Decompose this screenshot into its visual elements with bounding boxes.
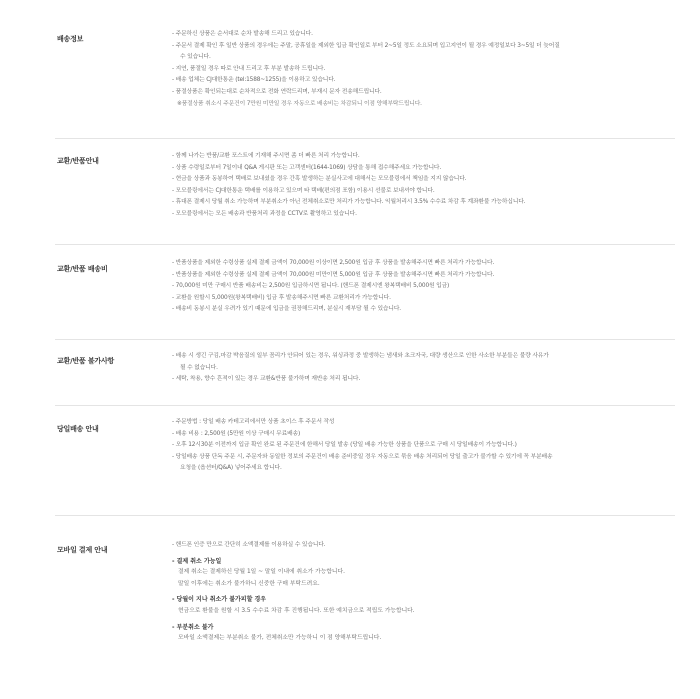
section-divider <box>55 138 675 139</box>
section-divider <box>55 405 675 406</box>
shipping-info-note: ※품절상품 취소시 주문건이 7만원 미만일 경우 자동으로 배송비는 차감되니 이점 양해부탁드립니다. <box>177 100 422 107</box>
non-returnable-title: 교환/반품 불가사항 <box>57 357 115 365</box>
shipping-info-body <box>172 29 662 110</box>
exchange-return-line: - 상품 수령일로부터 7일이내 Q&A 게시판 또는 고객센터(1644-1069) 상담을 통해 접수해주세요 가능합니다. <box>172 164 442 171</box>
mobile-payment-subtext: 현금으로 환불을 원할 시 3.5 수수료 차감 후 진행됩니다. 또한 예치금으로 적립도 가능합니다. <box>178 607 415 614</box>
same-day-delivery-line: - 배송 비용 : 2,500원 (5만원 이상 구매시 무료배송) <box>172 430 301 437</box>
shipping-info-line: - 지연, 품절일 경우 따로 안내 드리고 후 부분 발송하 드립니다. <box>172 65 326 72</box>
return-shipping-fee-line: - 배송비 동봉시 분실 우려가 있기 때문에 입금을 권장해드리며, 분실시 재부담 될 수 있습니다. <box>172 306 401 313</box>
mobile-payment-subhead: - 당월이 지나 취소가 불가피할 경우 <box>172 596 267 604</box>
mobile-payment-body <box>172 540 662 645</box>
same-day-delivery-line: 요청을 (옵션터/Q&A) 넣어주세요 합니다. <box>180 465 282 472</box>
mobile-payment-subtext: 모바일 소액결제는 부분취소 불가, 전체취소만 가능하니 이 점 양해부탁드립니다. <box>178 635 382 642</box>
shipping-info-line: - 배송 업체는 CJ대한통운 (tel:1588~1255)을 이용하고 있습니다. <box>172 77 336 84</box>
section-divider <box>55 339 675 340</box>
mobile-payment-subhead: - 결제 취소 가능일 <box>172 557 222 565</box>
shipping-info-line: - 주문서 결제 확인 후 일반 상품의 경우에는 주말, 공휴일을 제외한 입금 확인일로 부터 2~5일 정도 소요되며 입고지연이 될 경우 예정일보다 3~5일 더 늦어질 <box>172 42 560 49</box>
exchange-return-body <box>172 151 662 221</box>
same-day-delivery-title: 당일배송 안내 <box>57 425 99 433</box>
non-returnable-body <box>172 351 662 386</box>
return-shipping-fee-line: - 70,000원 미만 구매시 반품 배송비는 2,500원 입금하시면 됩니다. (핸드폰 결제시엔 왕복택배비 5,000원 입금) <box>172 283 450 290</box>
shipping-info-line: - 주문하신 상품은 순서대로 순차 발송해 드리고 있습니다. <box>172 31 313 37</box>
exchange-return-line: - 함께 나가는 반품/교환 포스트에 기재해 주시면 좀 더 빠른 처리 가능합니다. <box>172 153 360 159</box>
return-shipping-fee-line: - 교환을 원할시 5,000원(왕복택배비) 입금 후 발송해주시면 빠른 교환처리가 가능합니다. <box>172 294 391 301</box>
non-returnable-line: - 세탁, 착용, 향수 흔적이 있는 경우 교환&반품 불가하며 재반송 처리 됩니다. <box>172 376 361 383</box>
same-day-delivery-line: - 주문방법 : 당일 배송 카테고리에서만 상품 초이스 후 주문서 작성 <box>172 419 335 425</box>
exchange-return-line: - 모모블링에서는 모든 배송과 반품처리 과정을 CCTV로 촬영하고 있습니다. <box>172 210 357 217</box>
section-divider <box>55 515 675 516</box>
same-day-delivery-line: - 오후 12시30분 이전까지 입금 확인 완료 된 주문건에 한해서 당일 발송 (당일 배송 가능한 상품을 단품으로 구매 시 당일배송이 가능합니다.) <box>172 442 517 449</box>
return-shipping-fee-line: - 반품상품을 제외한 수령상품 실제 결제 금액이 70,000원 미만이면 5,000원 입금 후 상품을 발송해주시면 빠른 처리가 가능합니다. <box>172 271 495 278</box>
same-day-delivery-line: - 당일배송 상품 단독 주문 시, 주문자와 동일한 정보의 주문건이 배송 준비중일 경우 자동으로 묶음 배송 처리되어 당일 출고가 불가할 수 있기에 꼭 부분배송 <box>172 453 553 460</box>
exchange-return-line: - 휴대폰 결제시 당월 취소 가능하며 부분취소가 아닌 전체취소로만 처리가 가능합니다. 익월처리시 3.5% 수수료 차감 후 계좌환불 가능하십니다. <box>172 199 526 206</box>
shipping-info-line: 수 있습니다. <box>180 54 211 61</box>
return-shipping-fee-line: - 반품상품을 제외한 수령상품 실제 결제 금액이 70,000원 이상이면 2,500원 입금 후 상품을 발송해주시면 빠른 처리가 가능합니다. <box>172 260 495 266</box>
mobile-payment-title: 모바일 결제 안내 <box>57 546 108 554</box>
return-shipping-fee-body <box>172 258 662 316</box>
return-shipping-fee-title: 교환/반품 배송비 <box>57 265 108 273</box>
non-returnable-line: - 배송 시 생긴 구김,마감 박음질의 일부 꼼리가 안되어 있는 경우, 워싱과정 중 발생하는 냄새와 초크자국, 대량 생산으로 인한 사소한 부분들은 불량 사유가 <box>172 353 549 359</box>
same-day-delivery-body <box>172 417 662 475</box>
exchange-return-line: - 모모블링에서는 CJ대한통운 택배를 이용하고 있으며 타 택배(편의점 포함) 이용시 선불로 보내셔야 합니다. <box>172 187 435 194</box>
mobile-payment-subtext: 말일 이후에는 취소가 불가하니 신중한 구매 부탁드려요. <box>178 580 320 587</box>
section-divider <box>55 244 675 245</box>
non-returnable-line: 될 수 없습니다. <box>180 364 218 371</box>
exchange-return-line: - 현금을 상품과 동봉하여 택배로 보내셨을 경우 간혹 발생하는 분실사고에 대해서는 모모블링에서 책임을 지지 않습니다. <box>172 176 467 183</box>
exchange-return-title: 교환/반품안내 <box>57 157 99 165</box>
mobile-payment-subtext: 결제 취소는 결제하신 당월 1일 ~ 말일 이내에 취소가 가능합니다. <box>178 569 345 576</box>
shipping-info-title: 배송정보 <box>57 35 84 43</box>
shipping-info-line: - 품절상품은 확인되는대로 순차적으로 전화 연락드리며, 부재시 문자 전송해드립니다. <box>172 88 382 95</box>
mobile-payment-subhead: - 부분취소 불가 <box>172 623 214 631</box>
mobile-payment-intro: - 핸드폰 인증 만으로 간단히 소액결제를 이용하실 수 있습니다. <box>172 542 326 548</box>
